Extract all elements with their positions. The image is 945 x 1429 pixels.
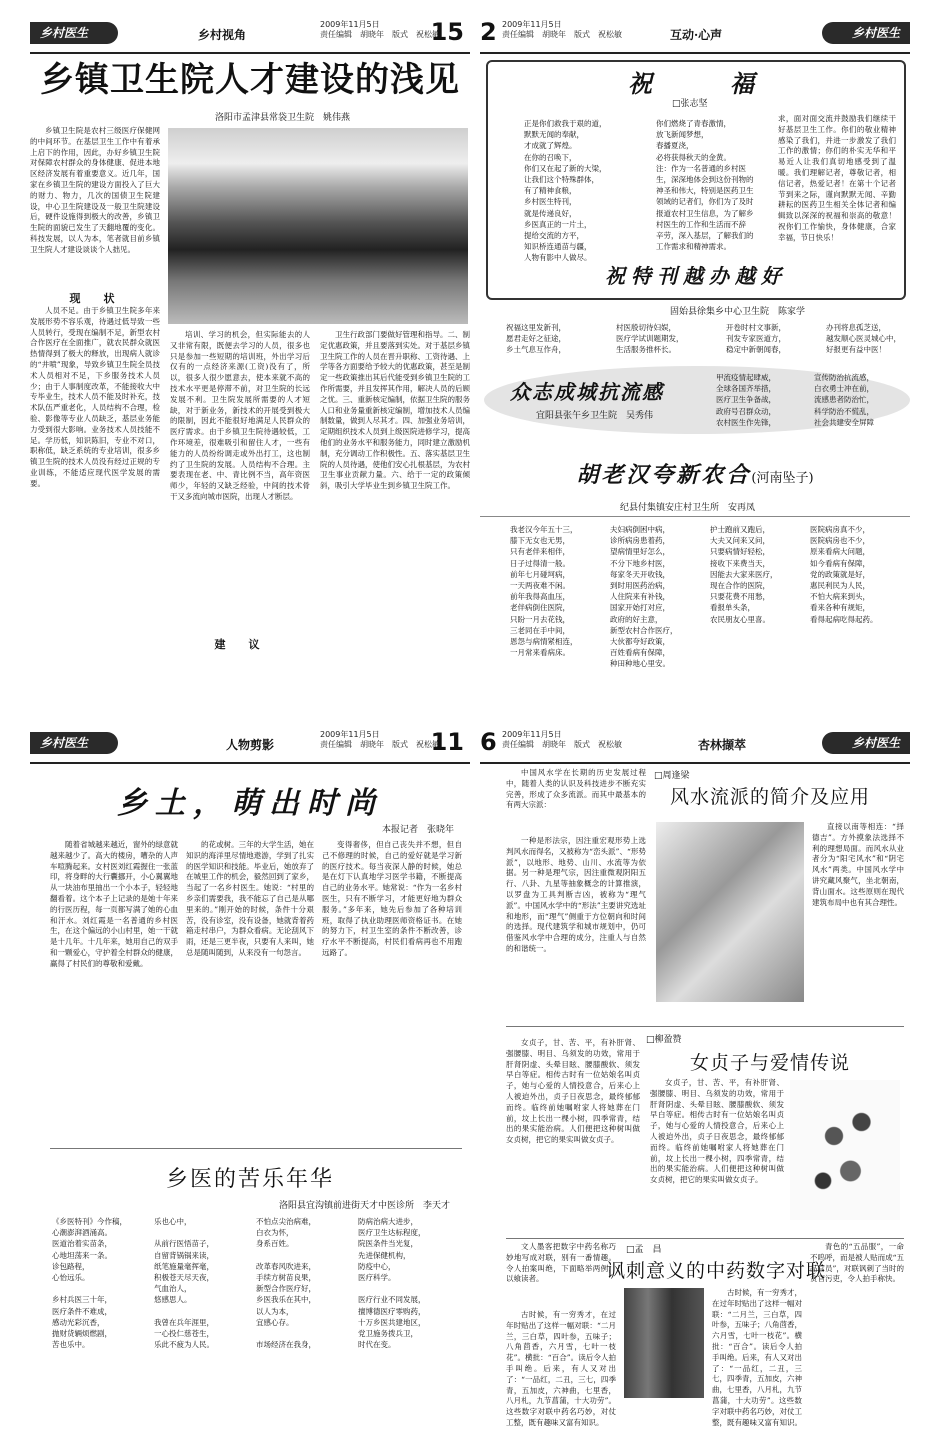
article-text-col1: 随着省城越来越近，窗外的绿意就越来越少了。高大的楼房，嘈杂的人声车喧腾起来。女村医刘红霞握住一张蓝印，将身畔的大行囊挪开，小心翼翼地从一块油布里抽出一个小本子，轻轻地翻看着。这个本子上记录的是她十年来的行医历程，每一页都写满了她的心血和汗水。刘红霞是一名普通的乡村医生，在这个偏远的小山村里，她一干就是十几年。十几年来，她用自己的双手和一颗爱心，守护着全村群众的健康，赢得了村民们的尊敬和爱戴。 bbox=[50, 840, 178, 968]
poem-line: 大伙都夸好政策， bbox=[610, 636, 670, 646]
poem-line: 老伴病倒住医院， bbox=[510, 603, 570, 613]
poem-line: 感动光彩沉香， bbox=[52, 1317, 105, 1327]
poem-line: 白衣为怀， bbox=[256, 1228, 294, 1238]
divider bbox=[50, 1148, 462, 1149]
poem-line: 村医生的工作和生活而不辞 bbox=[656, 219, 746, 229]
article1-text-col1: 一种是形法宗，因注重宏观形势上选判风水而得名，又被称为“峦头派”、“形势派”，以地形、地势、山川、水流等为依据。另一种是理气宗，因注重微观阴阳五行、八卦、九星等抽象概念的计算推演，以罗盘为工具判断吉凶，被称为“理气派”。中国风水学中的“形法”主要讲究选址和地形，而“理气”侧重于方位朝向和时间的选择。现代建筑学和城市规划中，仍可借鉴风水学中合理的成分，注重人与自然的和谐统一。 bbox=[506, 836, 646, 953]
divider bbox=[506, 1026, 904, 1027]
poem-line: 只盼一月去花钱， bbox=[510, 614, 570, 624]
article3-text-col1: 古时候，有一穷秀才，在过年时贴出了这样一幅对联：“二月兰，三白草，四叶参，五味子；八角茴香，六月雪，七叶一枝花”。横批：“百合”。读后令人拍手叫绝。后来，有人又对出了：“一品红，二丑，三七，四季青，五加皮，六神曲，七里香，八月札，九节菖蒲，十大功劳”。这些数字对联中药名巧妙，对仗工整，既有趣味又富有知识。 bbox=[506, 1310, 616, 1427]
ode-heading bbox=[480, 458, 910, 489]
poem-line: 市场经济在我身， bbox=[256, 1340, 316, 1350]
poem-line: 不分下地乡村医， bbox=[610, 558, 670, 568]
page-2 bbox=[480, 18, 910, 698]
poem-line: 时代在变。 bbox=[358, 1340, 396, 1350]
page-number: 11 bbox=[430, 728, 464, 756]
page-header bbox=[480, 728, 910, 764]
poem-line: 心潮澎湃酒涌高。 bbox=[52, 1228, 112, 1238]
issue-date: 2009年11月5日 bbox=[502, 730, 562, 739]
poem-line: 党的政策就是好， bbox=[810, 569, 870, 579]
poem-line: 新型合作医疗好， bbox=[256, 1284, 316, 1294]
poem-line: 擅博德医疗零购药， bbox=[358, 1306, 426, 1316]
article-text-col2: 的花或树。三年的大学生活，她在知识的海洋里尽情地遨游，学到了扎实的医学知识和技能。毕业后，她放弃了在城里工作的机会，毅然回到了家乡，当起了一名乡村医生。她说：“村里的乡亲们需要我，我不能忘了自己是从哪里来的。”刚开始的时候，条件十分艰苦，没有诊室，没有设备，她就背着药箱走村串户，为群众看病。无论刮风下雨，还是三更半夜，只要有人来叫，她总是随叫随到，从来没有一句怨言。 bbox=[186, 840, 314, 957]
poem-line: 现在合作的医院， bbox=[710, 580, 770, 590]
page-number: 2 bbox=[480, 18, 497, 46]
page-6 bbox=[480, 728, 910, 1427]
square-icon: □ bbox=[646, 1035, 655, 1045]
poem-line: 医疗行业不同发展， bbox=[358, 1295, 426, 1305]
poem-line: 不怕点尖治病难， bbox=[256, 1217, 316, 1226]
poem-line: 日子过得清一般。 bbox=[510, 558, 570, 568]
poem-line: 农村医生作先锋， bbox=[716, 417, 776, 427]
second-poem-author: 固始县徐集乡中心卫生院 陈家学 bbox=[670, 307, 806, 317]
poem-line: 乡村医生特刊， bbox=[524, 197, 577, 207]
page-15 bbox=[30, 18, 470, 698]
page-number: 15 bbox=[430, 18, 464, 46]
poem-line: 神圣和伟大，特别是医药卫生 bbox=[656, 186, 754, 196]
poem-line: 自留背锅锅来读， bbox=[154, 1250, 214, 1260]
poem-line: 生，深深地体会到这份刊物的 bbox=[656, 174, 754, 184]
article-text-intro: 乡镇卫生院是农村三级医疗保健网的中间环节。在基层卫生工作中有着承上启下的作用，因此，办好乡镇卫生院对保障农村群众的身体健康、促进本地区经济发展有着重要意义。近几年，国家在乡镇卫生院的建设方面投入了巨大的财力、物力，几次的国债卫生院建设，中心卫生院建设及一般卫生院建设后，硬件设施得到极大的改善，乡镇卫生院的面貌已发生了天翻地覆的变化。科技发展，以人为本，笔者就目前乡镇卫生院人才建设谈谈个人拙见。 bbox=[30, 126, 160, 254]
poem-line: 一心投仁慈苍生， bbox=[154, 1328, 214, 1338]
poem-line: 接收下来费当天， bbox=[710, 558, 770, 568]
poem-line: 国家开始打对应， bbox=[610, 603, 670, 613]
section-title: 杏林撷萃 bbox=[698, 738, 747, 752]
group-photo bbox=[168, 128, 468, 324]
poem-line: 祝福这里发新刊， bbox=[506, 323, 566, 332]
poem-line: 放飞新闻梦想， bbox=[656, 130, 709, 140]
poem-line: 党卫施务拨兵卫， bbox=[358, 1328, 418, 1338]
page-11 bbox=[30, 728, 470, 1400]
article2-text-col2: 女贞子，甘、苦、平，有补肝肾、强腰膝、明目、乌须发的功效，常用于肝肾阴虚、头晕目眩、腰膝酸软、须发早白等症。相传古时有一位姑娘名叫贞子，她与心爱的人情投意合，后来心上人被迫外出，贞子日夜思念，最终郁郁而终。临终前她嘱咐家人将她葬在门前，坟上长出一棵小树，四季常青，结出的果实能治病。人们便把这种树叫做女贞树，把它的果实叫做女贞子。 bbox=[650, 1078, 784, 1185]
square-icon: □ bbox=[672, 99, 681, 109]
poem-line: 诊所病房患着药， bbox=[610, 536, 670, 546]
poem-line: 政府号召群众动， bbox=[716, 406, 776, 416]
poem-line: 人住院来有补钱， bbox=[610, 592, 670, 602]
issue-date: 2009年11月5日 bbox=[320, 20, 380, 29]
article-byline: 洛阳市孟津县常袋卫生院 姚伟燕 bbox=[214, 113, 350, 123]
article3-author bbox=[626, 1242, 662, 1255]
poem-line: 社会共建安全屏障 bbox=[814, 417, 874, 427]
poem-line: 医疗条件不难成， bbox=[52, 1306, 112, 1316]
editor-credits: 责任编辑 胡晓年 版式 祝松敏 bbox=[320, 740, 440, 749]
poem-line: 才成就了辉煌。 bbox=[524, 141, 577, 151]
poem-line: 原来看病大问题， bbox=[810, 547, 870, 557]
poem-line: 正是你们救我于艰的道， bbox=[524, 119, 607, 128]
poem-line: 前年七月碰坷病， bbox=[510, 569, 570, 579]
poem-line: 报道农村卫生信息，为了解乡 bbox=[656, 208, 754, 218]
poem-line: 乐此不疲为人民。 bbox=[154, 1340, 214, 1350]
page-meta bbox=[320, 730, 440, 750]
editor-credits: 责任编辑 胡晓年 版式 祝松敏 bbox=[502, 740, 622, 749]
poem-line: 乡土气息互作舟， bbox=[506, 345, 566, 355]
poem-col3 bbox=[256, 1216, 316, 1350]
page-header bbox=[30, 18, 470, 54]
poem-col4 bbox=[358, 1216, 426, 1350]
article-text-col1: 人员不足。由于乡镇卫生院多年来发展形势不容乐观，待遇过低导致一些人员转行，受现在编制不足，新型农村合作医疗在全面推广，就农民群众就医热情得到了极大的释放，出现病人就诊的“井喷”现象，导致乡镇卫生院全员技术人员相对不足，下乡服务技术人员少；由于人事制度改革，不能接收大中专毕业生，技术人员不能及时补充，技术队伍严重老化，人员结构不合理，检验、影像等专业人员缺乏，基层业务能力受到很大影响。业务技术人员技能不足。学历低，知识陈旧，专业不对口，职称低，缺乏系统的专业培训，很多乡镇卫生院的技术人员没有经过正规的专业训练，不能适应现代医学发展的需要。 bbox=[30, 306, 160, 488]
poem-line bbox=[154, 1306, 214, 1317]
poem-line: 默默无闻的奉献， bbox=[524, 130, 584, 140]
blessing-poem-col2 bbox=[656, 118, 754, 252]
poem-line: 越发顺心医灵城心中， bbox=[826, 334, 901, 344]
article2-title: 女贞子与爱情传说 bbox=[689, 1052, 850, 1074]
poem-line: 医道治着实苗条， bbox=[52, 1239, 112, 1249]
poem-line: 流感患者防治忙， bbox=[814, 395, 874, 405]
poem-line bbox=[52, 1283, 127, 1294]
poem-line: 就是传递良好， bbox=[524, 208, 577, 218]
poem-line: 办刊将息孤芝送， bbox=[826, 323, 886, 332]
poem-column bbox=[726, 322, 786, 355]
poem-line: 乡医我乐在其中， bbox=[256, 1295, 316, 1305]
poem-line: 防疫中心， bbox=[358, 1261, 396, 1271]
poem-line: 只要病情好轻松， bbox=[710, 547, 770, 557]
poem-line: 望病情里好怎么， bbox=[610, 547, 670, 557]
poem-line: 从前行医悟苗子， bbox=[154, 1239, 214, 1249]
poem-line: 开卷时村文事新， bbox=[726, 323, 786, 332]
poem-line: 刊发专家医道方， bbox=[726, 334, 786, 344]
blessing-text-col3: 求，面对面交流并鼓励我们继续干好基层卫生工作。你们的敬业精神感染了我们，并进一步激发了我们工作的激情；你们的朴实无华和平易近人让我们真切地感受到了温暖。我们理解记者，尊敬记者，相信记者，热爱记者！在第十个记者节到来之际，谨向默默无闻、辛勤耕耘的医药卫生相关全体记者和编辑致以深深的祝福和崇高的敬意！祝你们工作愉快，身体健康，合家幸福，节日快乐！ bbox=[778, 114, 896, 242]
poem-line: 抛财货辆烦燃剧， bbox=[52, 1328, 112, 1338]
poem-line: 农民朋友心里喜。 bbox=[710, 614, 770, 624]
poem-line: 悠感思人。 bbox=[154, 1295, 192, 1305]
editor-credits: 责任编辑 胡晓年 版式 祝松敏 bbox=[502, 30, 622, 39]
poem-line: 你们燃烧了青春激情， bbox=[656, 119, 731, 128]
poem-line: 前年我得高血压， bbox=[510, 592, 570, 602]
poem-line: 愿君走好之征途， bbox=[506, 334, 566, 344]
poem-line: 看来各种有规矩， bbox=[810, 603, 870, 613]
poem-line: 医疗科学。 bbox=[358, 1272, 396, 1282]
banner-author: 宜阳县张午乡卫生院 吴秀伟 bbox=[536, 411, 654, 421]
poem-line: 甲流疫情起肆威， bbox=[716, 373, 776, 382]
ligustrum-plant-image bbox=[790, 1080, 900, 1220]
poem-line: 乐也心中， bbox=[154, 1217, 192, 1226]
poem-line: 院医条件当光复， bbox=[358, 1239, 418, 1249]
article-title: 乡镇卫生院人才建设的浅见 bbox=[40, 60, 460, 100]
poem-line: 护士跑前又跑后， bbox=[710, 525, 770, 534]
poem-line: 医院病房真不少， bbox=[810, 525, 870, 534]
issue-date: 2009年11月5日 bbox=[320, 730, 380, 739]
poem-line: 诊包路程， bbox=[52, 1261, 90, 1271]
poem-line: 我曾在兵年涯里， bbox=[154, 1317, 214, 1327]
poem-line: 纸笔施量毫挥毫， bbox=[154, 1261, 214, 1271]
poem-line: 每家冬天开收钱， bbox=[610, 569, 670, 579]
poem-line: 工作需求和精神需求。 bbox=[656, 242, 731, 252]
section-title: 互动·心声 bbox=[670, 28, 723, 42]
editor-credits: 责任编辑 胡晓年 版式 祝松敏 bbox=[320, 30, 440, 39]
subhead-suggestion: 建 议 bbox=[214, 638, 266, 651]
article3-text-col3: 青色的“五品服”，一命不呜呼，而是被人贴而成“五品官员”，对联讽刺了当时的贪官污吏，令人拍手称快。 bbox=[810, 1242, 904, 1284]
poem-line bbox=[154, 1227, 214, 1238]
poem-line: 村医殷切待妇娱， bbox=[616, 323, 676, 332]
poem-line: 只要花费不用愁， bbox=[710, 592, 770, 602]
masthead-tab: 乡村医生 bbox=[30, 732, 118, 754]
fengshui-map-image bbox=[656, 822, 804, 1002]
poem-line: 医疗学试训题期发， bbox=[616, 334, 684, 344]
page-header bbox=[480, 18, 910, 54]
poem-line: 领域的记者们，你们为了及时 bbox=[656, 197, 754, 207]
ode-title-genre: (河南坠子) bbox=[751, 471, 814, 486]
fengshui-intro: 中国风水学在长期的历史发展过程中，随着人类的认识及科技进步不断充实完善，形成了众多流派。而其中最基本的有两大宗派： bbox=[506, 768, 646, 810]
blessing-author-name: 张志坚 bbox=[680, 99, 708, 109]
poem-line: 大夫又问来又问， bbox=[710, 536, 770, 546]
article-text-col3: 卫生行政部门要做好管理和指导。二、制定优惠政策，并且要落到实处。对于基层乡镇卫生院工作的人员在晋升职称、工资待遇、上学等各方面要给予较大的优惠政策，甚至是制定一些政策推出其后代能受到乡镇卫生院的工作所需要，并且发挥其作用，解决人员的后顾之忧。三、重新核定编制，依据卫生院的服务人口和业务量重新核定编制，增加技术人员编制数量，做到人尽其才。四、加强业务培训，定期组织技术人员到上级医院进修学习，提高他们的业务水平和服务能力，同时建立激励机制，充分调动工作积极性。五、落实基层卫生院的人员待遇，使他们安心扎根基层，为农村卫生事业贡献力量。六、给于一定的政策倾斜，吸引大学毕业生到乡镇卫生院工作。 bbox=[320, 330, 470, 491]
poem-line: 先进保健机构， bbox=[358, 1250, 411, 1260]
poem-line: 新型农村合作医疗， bbox=[610, 625, 678, 635]
poem-line: 以人为本， bbox=[256, 1306, 294, 1316]
article1-text-col2: 直接以南等相连：“择德吉”。方外摸象法选择不利的理想局面。而风水从业者分为“阳宅风水”和“阴宅风水”两类。中国风水学中讲究藏风聚气，坐北朝南，背山面水。这些原则在现代建筑布局中也有其合理性。 bbox=[812, 822, 904, 907]
poem-line: 种田种地心里安。 bbox=[610, 659, 670, 669]
poem-line: 你们又在起了新的大梁， bbox=[524, 163, 607, 173]
poem-line: 生活服务推杯长。 bbox=[616, 345, 676, 355]
poem-line: 宣传防治抗流感， bbox=[814, 373, 874, 382]
poem-line: 看报单头条， bbox=[710, 603, 755, 613]
ode-col2 bbox=[610, 524, 678, 669]
poem-line: 心地坦荡来一条。 bbox=[52, 1250, 112, 1260]
poem-line: 白衣勇士冲在前， bbox=[814, 384, 874, 394]
article3-text-col2: 古时候，有一穷秀才，在过年时贴出了这样一幅对联：“二月兰，三白草，四叶参，五味子；八角茴香，六月雪，七叶一枝花”。横批：“百合”。读后令人拍手叫绝。后来，有人又对出了：“一品红，二丑，三七，四季青，五加皮，六神曲，七里香，八月札，九节菖蒲，十大功劳”。这些数字对联中药名巧妙，对仗工整，既有趣味又富有知识。 bbox=[712, 1288, 802, 1427]
couplet-scroll-image bbox=[624, 1288, 704, 1398]
banner-title: 众志成城抗流感 bbox=[510, 380, 664, 404]
article2-author bbox=[646, 1032, 682, 1045]
article-text-col2: 培训、学习的机会，但实际能去的人又非常有限，既便去学习的人员，很多也只是参加一些短期的培训班，外出学习后仅有的一点经济来源(工资)没有了，所以，很多人很少愿意去，使本来就不高的技术水平更是停滞不前，对卫生院的长远发展不利。卫生院发展所需要的人才短缺，对于新业务，新技术的开展受到极大的限制，因此不能很好地满足人民群众的医疗需求。由于乡镇卫生院待遇较低，工作环境差，很难吸引和留住人才，一些有能力的人员纷纷调走或外出打工，这也制约了卫生院的发展。人员结构不合理。主要表现在老、中、青比例不当，高年资医师少，年轻的又缺乏经验，中间的技术骨干又多流向城市医院，出现人才断层。 bbox=[170, 330, 310, 501]
poem-line: 十万乡医共建地区， bbox=[358, 1317, 426, 1327]
sub-article-byline: 洛阳县宜沟镇前进街天才中医诊所 李天才 bbox=[278, 1201, 450, 1211]
poem-line: 稳定中新朝闻春， bbox=[726, 345, 786, 355]
page-meta bbox=[320, 20, 440, 40]
article-text-col3: 变得奢侈，但自己丧失并不想，但自己不修理的时候，自己的爱好就是学习新的医疗技术。每当夜深人静的时候，她总是在灯下认真地学习医学书籍，不断提高自己的业务水平。她常说：“作为一名乡村医生，只有不断学习，才能更好地为群众服务。”多年来，她先后参加了各种培训班，取得了执业助理医师资格证书。在她的努力下，村卫生室的条件不断改善，诊疗水平不断提高，村民们看病再也不用跑远路了。 bbox=[322, 840, 462, 957]
poem-line: 一天两夜难不闲。 bbox=[510, 580, 570, 590]
poem-line: 防病治病大进步， bbox=[358, 1217, 418, 1226]
divider bbox=[506, 1238, 904, 1239]
poem-line: 改革春风吹进来， bbox=[256, 1261, 316, 1271]
poem-column bbox=[616, 322, 684, 355]
page-meta bbox=[502, 730, 622, 750]
article1-author bbox=[654, 768, 690, 781]
masthead-tab: 乡村医生 bbox=[30, 22, 118, 44]
poem-line: 政府的好主意， bbox=[610, 614, 663, 624]
poem-line: 全球各国齐举措， bbox=[716, 384, 776, 394]
poem-line: 只有老伴来相伴， bbox=[510, 547, 570, 557]
poem-line: 春播夏浇， bbox=[656, 141, 694, 151]
poem-line: 注：作为一名普通的乡村医 bbox=[656, 163, 746, 173]
page-header bbox=[30, 728, 470, 764]
banner-ellipse bbox=[484, 366, 910, 434]
poem-line: 医疗卫生争备战， bbox=[716, 395, 776, 405]
poem-line: 让我们这个特殊群体， bbox=[524, 174, 599, 184]
poem-line: 科学防治不慌乱， bbox=[814, 406, 874, 416]
poem-line: 夫妇病倒困中病， bbox=[610, 525, 670, 534]
poem-line: 心怡远乐。 bbox=[52, 1272, 90, 1282]
poem-line: 百姓看病有保障， bbox=[610, 648, 670, 658]
article3-author-name: 孟 昌 bbox=[634, 1245, 662, 1255]
blessing-poem-col1 bbox=[524, 118, 607, 263]
poem-line: 乡村兵医三十年， bbox=[52, 1295, 112, 1305]
square-icon: □ bbox=[654, 771, 663, 781]
poem-line: 医疗卫生达标程度， bbox=[358, 1228, 426, 1238]
poem-line: 提给交流的方平， bbox=[524, 230, 584, 240]
article-title: 乡土，萌出时尚 bbox=[117, 786, 383, 821]
page-meta bbox=[502, 20, 622, 40]
sub-article-title: 乡医的苦乐年华 bbox=[165, 1167, 334, 1192]
poem-line: 人物有影中人做尽。 bbox=[524, 253, 592, 263]
poem-line: 恩怨与病情紧相连， bbox=[510, 636, 578, 646]
poem-line: 到时用医药治病， bbox=[610, 580, 670, 590]
poem-line bbox=[256, 1328, 316, 1339]
section-title: 人物剪影 bbox=[226, 738, 275, 752]
poem-line: 辛劳，深入基层，了解我们的 bbox=[656, 230, 754, 240]
poem-line: 宜感心存。 bbox=[256, 1317, 294, 1327]
ode-title: 胡老汉夸新农合 bbox=[576, 462, 752, 488]
blessing-title: 祝 福 bbox=[628, 69, 764, 98]
masthead-tab: 乡村医生 bbox=[822, 22, 910, 44]
poem-col1 bbox=[52, 1216, 127, 1350]
article3-title: 讽刺意义的中药数字对联 bbox=[605, 1260, 826, 1282]
poem-line: 看得起病吃得起药。 bbox=[810, 614, 878, 624]
poem-line: 一月常来看病床。 bbox=[510, 648, 570, 658]
page-number: 6 bbox=[480, 728, 497, 756]
poem-line: 有了精神食粮， bbox=[524, 186, 577, 196]
square-icon: □ bbox=[626, 1245, 635, 1255]
poem-line: 手续方树苗良果， bbox=[256, 1272, 316, 1282]
issue-date: 2009年11月5日 bbox=[502, 20, 562, 29]
article2-author-name: 柳盈赞 bbox=[654, 1035, 682, 1045]
poem-line: 好报更有益中医！ bbox=[826, 345, 886, 355]
article-byline: 本报记者 张晓年 bbox=[381, 825, 454, 835]
poem-column bbox=[506, 322, 566, 355]
banner-poem-col1 bbox=[716, 372, 776, 428]
poem-line: 不怕大病来到头， bbox=[810, 592, 870, 602]
blessing-box bbox=[486, 60, 906, 300]
poem-line: 在你的召唤下， bbox=[524, 152, 577, 162]
masthead-tab: 乡村医生 bbox=[822, 732, 910, 754]
poem-line: 医院病房也不少， bbox=[810, 536, 870, 546]
poem-line: 膝下无女也无男， bbox=[510, 536, 570, 546]
poem-line: 《乡医特刊》今作稿， bbox=[52, 1217, 127, 1226]
poem-line: 乡医真正的一片土， bbox=[524, 219, 592, 229]
subhead-status: 现 状 bbox=[69, 292, 121, 305]
article2-text-col1: 女贞子，甘、苦、平，有补肝肾、强腰膝、明目、乌须发的功效，常用于肝肾阴虚、头晕目眩、腰膝酸软、须发早白等症。相传古时有一位姑娘名叫贞子，她与心爱的人情投意合，后来心上人被迫外出，贞子日夜思念，最终郁郁而终。临终前她嘱咐家人将她葬在门前，坟上长出一棵小树，四季常青，结出的果实能治病。人们便把这种树叫做女贞树，把它的果实叫做女贞子。 bbox=[506, 1038, 640, 1145]
poem-line: 三老同在手中间， bbox=[510, 625, 570, 635]
banner-poem-col2 bbox=[814, 372, 874, 428]
poem-line: 气血治人， bbox=[154, 1284, 192, 1294]
poem-column bbox=[826, 322, 901, 355]
poem-line: 我老汉今年五十三， bbox=[510, 525, 578, 534]
divider bbox=[480, 516, 910, 517]
ode-author: 纪县付集镇安庄村卫生所 安再凤 bbox=[620, 503, 756, 513]
section-title: 乡村视角 bbox=[198, 28, 247, 42]
poem-line: 惠民利民为人民， bbox=[810, 580, 870, 590]
poem-line: 身系百姓。 bbox=[256, 1239, 294, 1249]
ode-col4 bbox=[810, 524, 878, 625]
second-poem-title: 祝特刊越办越好 bbox=[605, 264, 787, 288]
blessing-author bbox=[672, 96, 708, 109]
poem-line: 因能去大家来医疗， bbox=[710, 569, 778, 579]
article1-author-name: 周逢梁 bbox=[662, 771, 690, 781]
poem-line: 积极苍天尽天夜， bbox=[154, 1272, 214, 1282]
poem-line: 知识桥连通苗与疆， bbox=[524, 242, 592, 252]
poem-line: 必将获得秋天的金黄。 bbox=[656, 152, 731, 162]
poem-line bbox=[256, 1250, 316, 1261]
poem-line: 如今看病有保障， bbox=[810, 558, 870, 568]
article3-intro: 文人墨客把数字中药名称巧妙地写成对联，别有一番情趣。令人拍案叫绝，下面略举两例，以飨读者。 bbox=[506, 1242, 616, 1284]
article1-title: 风水流派的简介及应用 bbox=[669, 786, 870, 808]
poem-line: 苦也乐中。 bbox=[52, 1340, 90, 1350]
ode-col1 bbox=[510, 524, 578, 658]
poem-line bbox=[358, 1283, 426, 1294]
ode-col3 bbox=[710, 524, 778, 625]
poem-col2 bbox=[154, 1216, 214, 1350]
